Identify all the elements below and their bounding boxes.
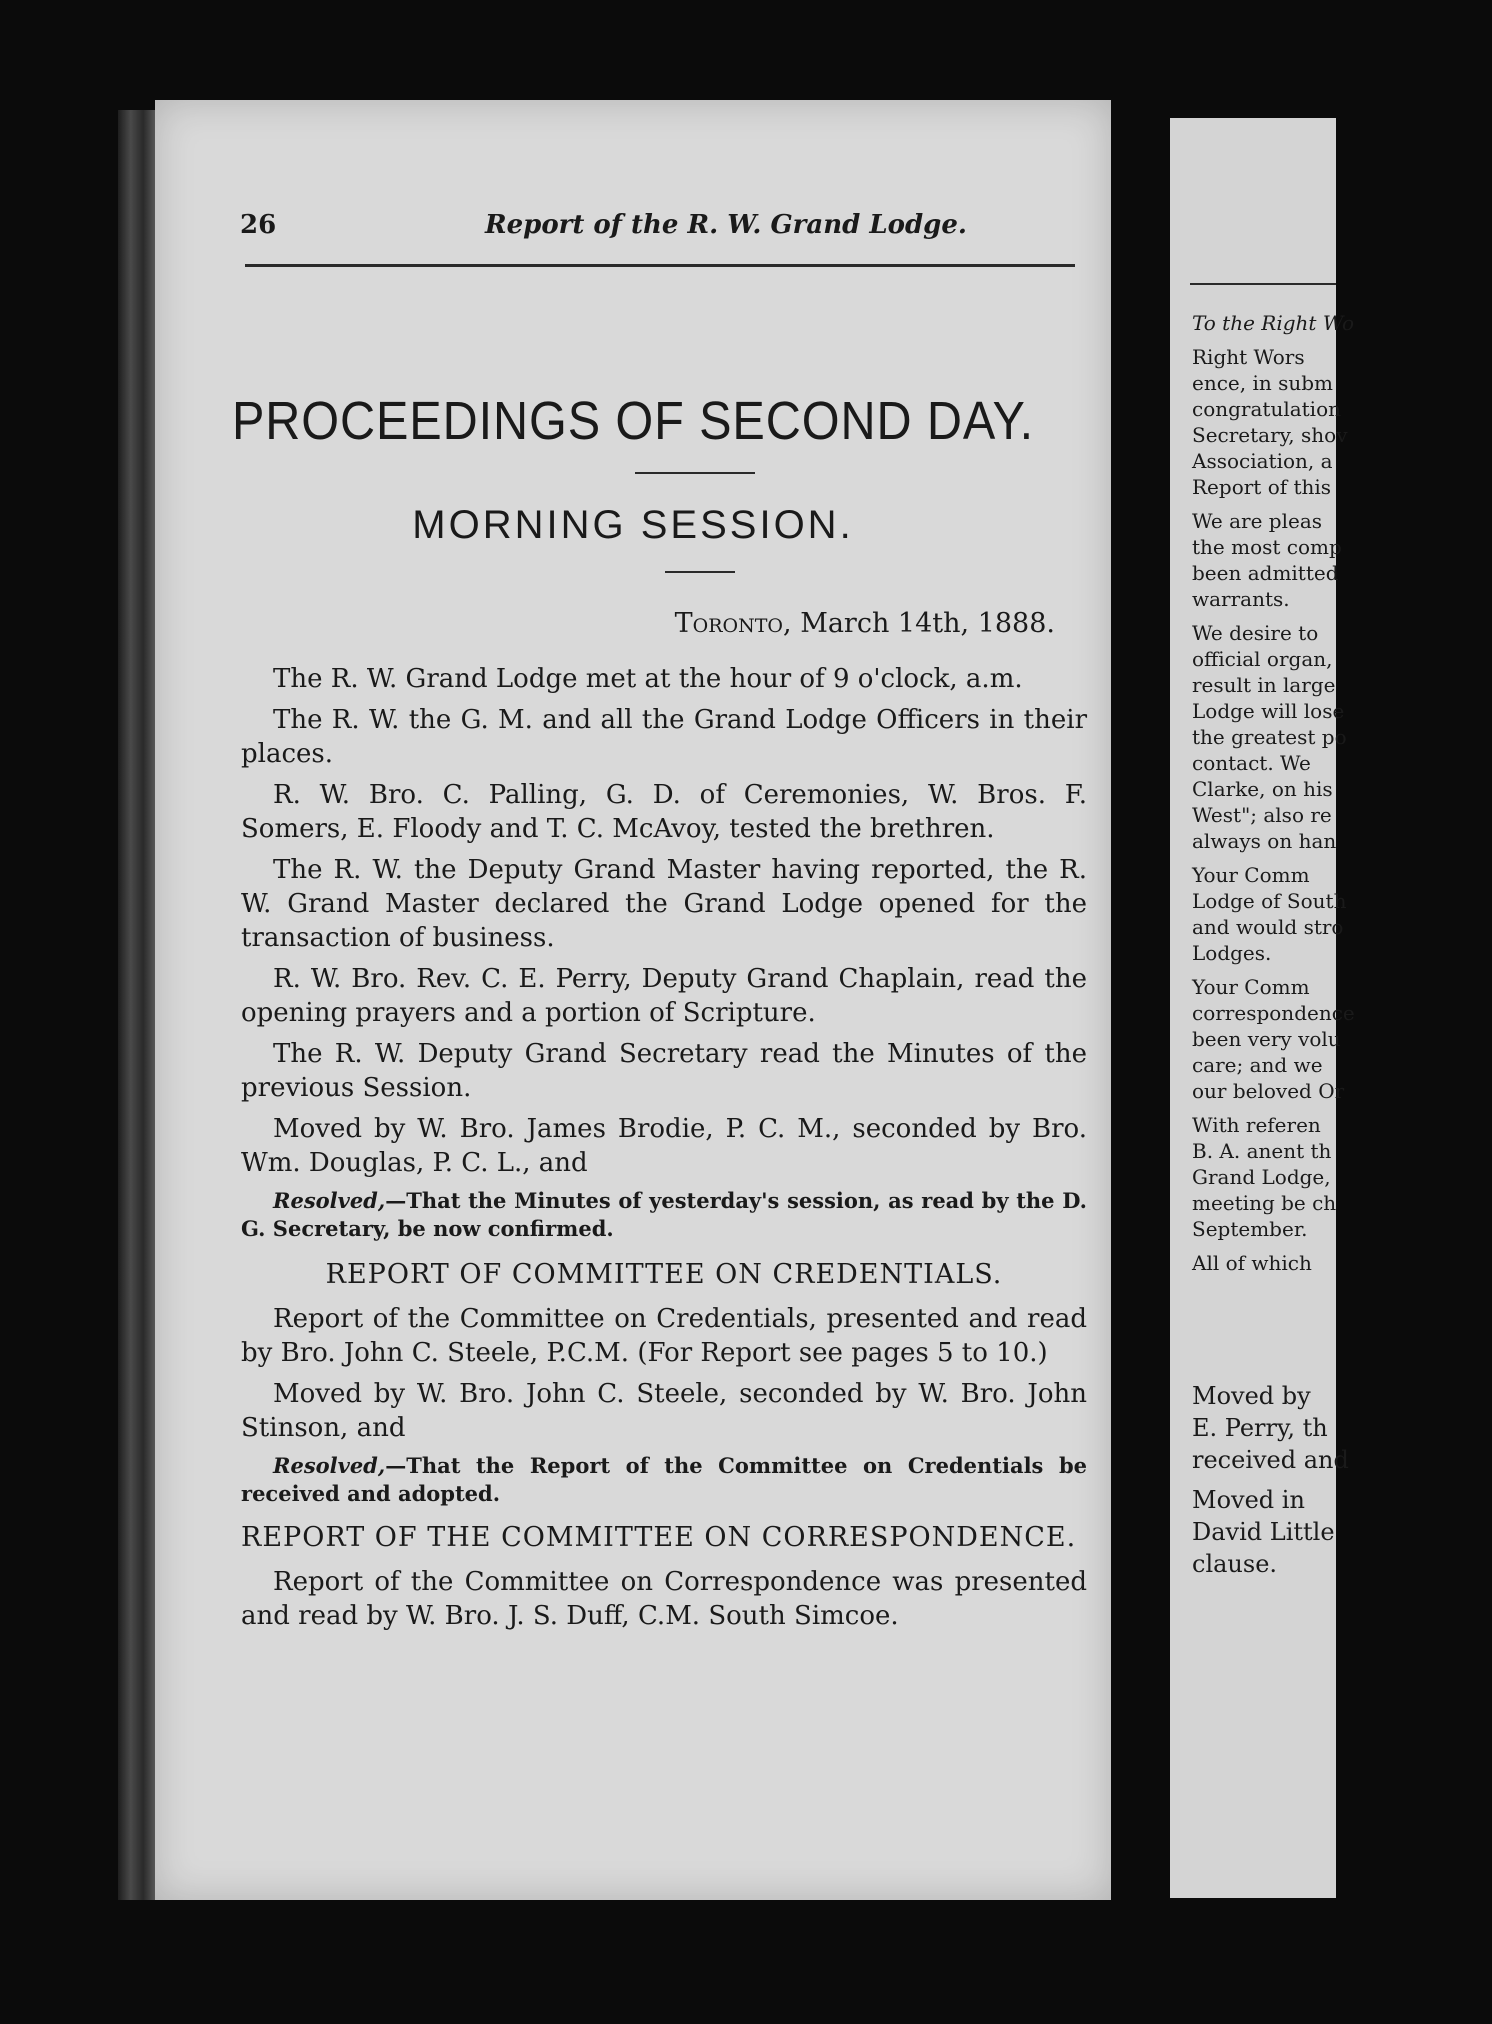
facing-line: warrants. <box>1192 587 1290 611</box>
facing-line: Association, a <box>1192 449 1333 473</box>
facing-line: Grand Lodge, <box>1192 1165 1331 1189</box>
session-subheading: MORNING SESSION. <box>412 503 854 547</box>
facing-line: With referen <box>1192 1113 1321 1137</box>
facing-line: West"; also re <box>1192 803 1332 827</box>
facing-line: Your Comm <box>1192 863 1310 887</box>
paragraph: Moved by W. Bro. James Brodie, P. C. M., seconded by Bro. Wm. Douglas, P. C. L., and <box>241 1114 1087 1178</box>
header-rule <box>245 264 1075 267</box>
divider-rule <box>665 571 735 573</box>
resolution-text: —That the Minutes of yesterday's session, as read by the D. G. Secretary, be now confirmed. <box>241 1188 1087 1241</box>
page-number: 26 <box>240 210 277 240</box>
paragraph: Moved by W. Bro. John C. Steele, seconded by W. Bro. John Stinson, and <box>241 1379 1087 1443</box>
facing-page <box>1170 118 1355 1898</box>
facing-line: been very volu <box>1192 1027 1341 1051</box>
facing-line: Secretary, shov <box>1192 423 1348 447</box>
paragraph: Report of the Committee on Correspondence was presented and read by W. Bro. J. S. Duff, C.M. South Simcoe. <box>241 1567 1087 1631</box>
resolved-label: Resolved, <box>273 1188 386 1213</box>
paragraph: The R. W. the G. M. and all the Grand Lodge Officers in their places. <box>241 705 1087 769</box>
facing-line: and would stro <box>1192 915 1344 939</box>
facing-line: September. <box>1192 1217 1308 1241</box>
facing-line: our beloved Or <box>1192 1079 1345 1103</box>
facing-line: We are pleas <box>1192 509 1323 533</box>
paragraph: The R. W. Deputy Grand Secretary read the Minutes of the previous Session. <box>241 1039 1087 1103</box>
facing-line: care; and we <box>1192 1053 1323 1077</box>
facing-line: result in large <box>1192 673 1336 697</box>
facing-line: David Little <box>1192 1518 1335 1546</box>
facing-line: the greatest po <box>1192 725 1347 749</box>
dateline <box>675 608 1055 639</box>
paragraph: The R. W. the Deputy Grand Master having reported, the R. W. Grand Master declared the Grand Lodge opened for the transaction of business. <box>241 855 1087 953</box>
facing-line: always on han <box>1192 829 1337 853</box>
facing-line: Lodge of South <box>1192 889 1347 913</box>
dateline-date: March 14th, 1888. <box>800 608 1055 639</box>
facing-line: congratulation <box>1192 397 1342 421</box>
resolution <box>241 1187 1087 1243</box>
paragraph: Report of the Committee on Credentials, presented and read by Bro. John C. Steele, P.C.M. (For Report see pages 5 to 10.) <box>241 1304 1087 1368</box>
facing-line: Clarke, on his <box>1192 777 1333 801</box>
facing-line: Lodges. <box>1192 941 1272 965</box>
dateline-place: Toronto, <box>674 608 792 639</box>
page-body <box>241 662 1087 1640</box>
facing-line: ence, in subm <box>1192 371 1334 395</box>
facing-line: clause. <box>1192 1550 1278 1578</box>
facing-line: E. Perry, th <box>1192 1414 1328 1442</box>
resolution-text: —That the Report of the Committee on Credentials be received and adopted. <box>241 1453 1087 1506</box>
paragraph: R. W. Bro. C. Palling, G. D. of Ceremonies, W. Bros. F. Somers, E. Floody and T. C. McAvoy, tested the brethren. <box>241 780 1087 844</box>
facing-line: We desire to <box>1192 621 1319 645</box>
section-heading-credentials: REPORT OF COMMITTEE ON CREDENTIALS. <box>325 1259 1003 1290</box>
resolution <box>241 1452 1087 1508</box>
running-title: Report of the R. W. Grand Lodge. <box>485 210 967 240</box>
facing-line: Right Wors <box>1192 345 1305 369</box>
paragraph: The R. W. Grand Lodge met at the hour of 9 o'clock, a.m. <box>273 664 1023 694</box>
facing-line: Moved by <box>1192 1382 1311 1410</box>
resolved-label: Resolved, <box>273 1453 386 1478</box>
left-page <box>155 100 1111 1900</box>
facing-line: To the Right Wo <box>1192 311 1355 335</box>
section-heading-correspondence: REPORT OF THE COMMITTEE ON CORRESPONDENCE. <box>241 1522 1077 1553</box>
book-binding <box>118 110 160 1900</box>
facing-line: Report of this <box>1192 475 1332 499</box>
paragraph: R. W. Bro. Rev. C. E. Perry, Deputy Grand Chaplain, read the opening prayers and a portion of Scripture. <box>241 964 1087 1028</box>
facing-line: Moved in <box>1192 1486 1305 1514</box>
facing-line: official organ, <box>1192 647 1333 671</box>
facing-page-text <box>1192 310 1492 1580</box>
facing-line: the most comp <box>1192 535 1342 559</box>
divider-rule <box>635 472 755 474</box>
facing-line: contact. We <box>1192 751 1311 775</box>
facing-line: Your Comm <box>1192 975 1310 999</box>
facing-line: correspondence <box>1192 1001 1355 1025</box>
facing-line: All of which <box>1192 1251 1312 1275</box>
facing-line: Lodge will lose <box>1192 699 1345 723</box>
facing-line: received and <box>1192 1446 1349 1474</box>
facing-line: B. A. anent th <box>1192 1139 1332 1163</box>
page-heading: PROCEEDINGS OF SECOND DAY. <box>231 391 1035 451</box>
facing-line: meeting be ch <box>1192 1191 1337 1215</box>
facing-line: been admitted <box>1192 561 1339 585</box>
facing-header-rule <box>1190 283 1336 285</box>
